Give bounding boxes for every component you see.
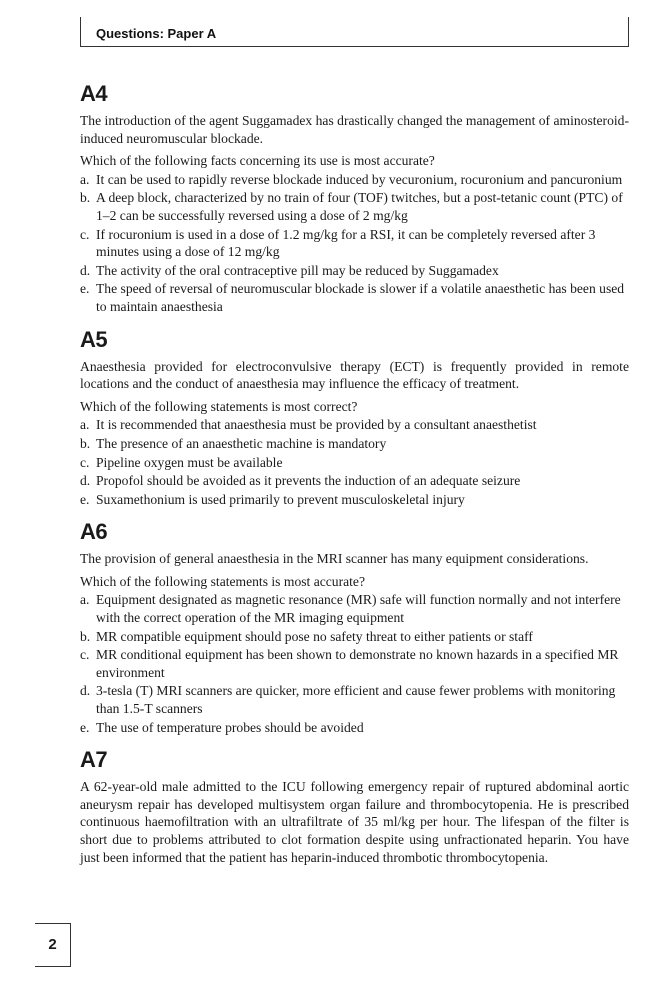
option-list <box>80 591 629 736</box>
option-e <box>80 719 629 737</box>
option-b <box>80 189 629 224</box>
option-a <box>80 416 629 434</box>
option-text: The speed of reversal of neuromuscular blockade is slower if a volatile anaesthetic has been used to maintain anaesthesia <box>96 281 625 314</box>
page-number: 2 <box>48 936 57 953</box>
option-letter: c. <box>80 454 90 470</box>
question-a4 <box>80 80 629 316</box>
option-d <box>80 682 629 717</box>
option-b <box>80 628 629 646</box>
option-text: If rocuronium is used in a dose of 1.2 mg/kg for a RSI, it can be completely reversed after 3 minutes using a dose of 12 mg/kg <box>96 226 596 260</box>
option-letter: b. <box>80 190 91 206</box>
option-letter: e. <box>80 281 90 297</box>
option-d <box>80 472 629 490</box>
question-heading: A7 <box>80 747 108 773</box>
option-text: Pipeline oxygen must be available <box>96 454 283 470</box>
question-a7 <box>80 746 629 866</box>
option-text: 3-tesla (T) MRI scanners are quicker, more efficient and cause fewer problems with monitoring than 1.5-T scanners <box>96 683 616 717</box>
option-letter: d. <box>80 473 91 489</box>
question-a6 <box>80 518 629 736</box>
option-letter: e. <box>80 719 90 735</box>
option-text: It can be used to rapidly reverse blockade induced by vecuronium, rocuronium and pancuronium <box>96 171 623 187</box>
page-content <box>80 80 629 876</box>
option-text: MR compatible equipment should pose no safety threat to either patients or staff <box>96 628 533 644</box>
option-text: The presence of an anaesthetic machine is mandatory <box>96 435 387 451</box>
running-header-title: Questions: Paper A <box>96 26 217 41</box>
option-text: Equipment designated as magnetic resonance (MR) safe will function normally and not interfere with the correct operation of the MR imaging equipment <box>96 592 621 626</box>
option-c <box>80 646 629 681</box>
option-letter: e. <box>80 491 90 507</box>
option-c <box>80 226 629 261</box>
option-text: A deep block, characterized by no train of four (TOF) twitches, but a post-tetanic count (PTC) of 1–2 can be successfully reversed using a dose of 2 mg/kg <box>96 190 623 223</box>
option-text: The activity of the oral contraceptive pill may be reduced by Suggamadex <box>96 262 499 278</box>
option-d <box>80 262 629 280</box>
question-intro: The introduction of the agent Suggamadex has drastically changed the management of aminosteroid-induced neuromuscular blockade. <box>80 113 629 146</box>
question-intro: Anaesthesia provided for electroconvulsive therapy (ECT) is frequently provided in remote locations and the conduct of anaesthesia may influence the efficacy of treatment. <box>80 358 629 392</box>
option-text: MR conditional equipment has been shown to demonstrate no known hazards in a specified MR environment <box>96 647 619 680</box>
question-a5 <box>80 326 629 509</box>
option-c <box>80 454 629 472</box>
option-letter: c. <box>80 647 90 663</box>
option-a <box>80 591 629 626</box>
option-list <box>80 416 629 508</box>
option-e <box>80 280 629 315</box>
option-letter: a. <box>80 417 90 433</box>
question-heading: A6 <box>80 519 108 545</box>
option-e <box>80 491 629 509</box>
option-text: The use of temperature probes should be avoided <box>96 719 364 735</box>
question-intro: A 62-year-old male admitted to the ICU following emergency repair of ruptured abdominal aortic aneurysm repair has developed multisystem organ failure and thrombocytopenia. He is prescribed continuous haemofiltration with an ultrafiltrate of 35 ml/kg per hour. The lifespan of the filter is short due to problems attributed to clot formation despite using unfractionated heparin. You have just been informed that the patient has heparin-induced thrombotic thrombocytopenia. <box>80 779 629 865</box>
question-heading: A4 <box>80 81 108 106</box>
option-letter: d. <box>80 262 91 278</box>
question-stem: Which of the following statements is most correct? <box>80 398 358 414</box>
option-letter: b. <box>80 628 91 644</box>
running-header <box>80 17 629 47</box>
option-letter: a. <box>80 171 90 187</box>
option-letter: c. <box>80 226 90 242</box>
option-text: Suxamethonium is used primarily to prevent musculoskeletal injury <box>96 491 465 507</box>
option-text: Propofol should be avoided as it prevents the induction of an adequate seizure <box>96 473 521 489</box>
option-list <box>80 171 629 316</box>
option-text: It is recommended that anaesthesia must be provided by a consultant anaesthetist <box>96 417 537 433</box>
page-number-box <box>35 923 71 967</box>
question-stem: Which of the following statements is most accurate? <box>80 573 366 589</box>
question-stem: Which of the following facts concerning its use is most accurate? <box>80 153 435 169</box>
option-letter: b. <box>80 435 91 451</box>
option-letter: a. <box>80 592 90 608</box>
option-b <box>80 435 629 453</box>
question-heading: A5 <box>80 326 108 352</box>
option-letter: d. <box>80 683 91 699</box>
option-a <box>80 171 629 189</box>
question-intro: The provision of general anaesthesia in the MRI scanner has many equipment considerations. <box>80 551 589 567</box>
